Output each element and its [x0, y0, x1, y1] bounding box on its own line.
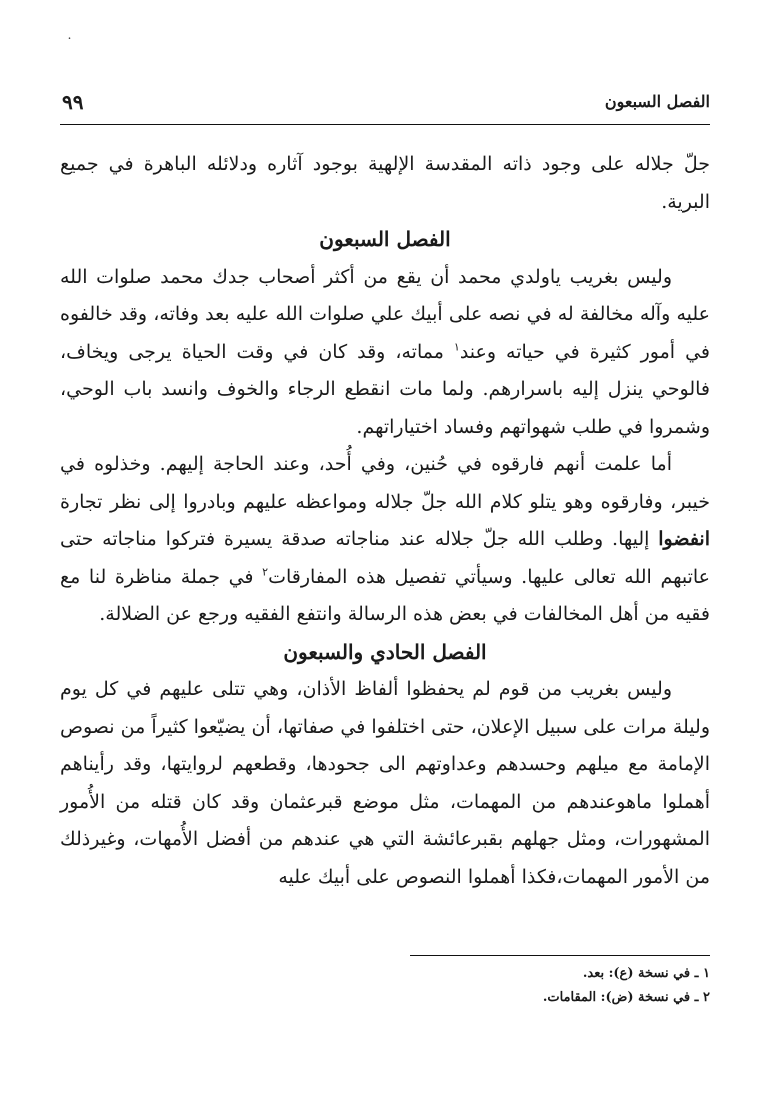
book-page: [60, 0, 710, 1093]
intro-paragraph: جلّ جلاله على وجود ذاته المقدسة الإلهية بوجود آثاره ودلائله الباهرة في جميع البرية.: [60, 153, 710, 213]
footnotes: [60, 962, 710, 1010]
chapter-71-heading: الفصل الحادي والسبعون: [283, 639, 487, 664]
chapter-71-paragraph-1: وليس بغريب من قوم لم يحفظوا ألفاظ الأذان، وهي تتلى عليهم في كل يوم وليلة مرات على سبيل الإعلان، حتى اختلفوا في صفاتها، أن يضيّعوا كثيراً من نصوص الإمامة مع ميلهم وحسدهم وعداوتهم الى جحودها، وقطعهم لروايتها، وقد رأيناهم أهملوا ماهوعندهم من المهمات، مثل موضع قبرعثمان وقد كان قتله من الأُمور المشهورات، ومثل جهلهم بقبرعائشة التي هي عندهم من أفضل الأُمهات، وغيرذلك من الأمور المهمات،فكذا أهملوا النصوص على أبيك عليه: [60, 678, 710, 888]
main-text: [60, 146, 710, 896]
chapter-70-paragraph-2: [60, 446, 710, 634]
footnote-2: ٢ ـ في نسخة (ض): المقامات.: [542, 990, 710, 1005]
paragraph-text: مماته، وقد كان في وقت الحياة يرجى ويخاف، فالوحي ينزل إليه باسرارهم. ولما مات انقطع الرجاء والخوف وانسد باب الوحي، وشمروا في طلب شهواتهم وفساد اختياراتهم.: [60, 340, 710, 438]
footnote-1: ١ ـ في نسخة (ع): بعد.: [582, 966, 710, 981]
paragraph-text: وليس بغريب ياولدي محمد أن يقع من أكثر أصحاب جدك محمد صلوات الله عليه وآله مخالفة له في نصه على أبيك علي صلوات الله عليه بعد وفاته، وقد خالفوه في أمور كثيرة في حياته وعند: [60, 265, 710, 363]
footnote-marker-1: ١: [453, 340, 460, 354]
page-header: [60, 90, 710, 118]
header-rule: [60, 124, 710, 125]
scan-speck: ˙: [66, 36, 73, 52]
footnote-marker-2: ٢: [262, 565, 269, 579]
chapter-70-heading: الفصل السبعون: [319, 227, 451, 251]
paragraph-text: في جملة مناظرة لنا مع فقيه من أهل المخالفات في بعض هذه الرسالة وانتفع الفقيه ورجع عن الضلالة.: [60, 565, 710, 625]
paragraph-text: إليها. وطلب الله جلّ جلاله عند مناجاته صدقة يسيرة فتركوا مناجاته حتى عاتبهم الله تعالى عليها. وسيأتي تفصيل هذه المفارقات: [60, 528, 710, 588]
running-title: الفصل السبعون: [604, 92, 710, 111]
paragraph-text: أما علمت أنهم فارقوه في حُنين، وفي أُحد، وعند الحاجة إليهم. وخذلوه في خيبر، وفارقوه وهو يتلو كلام الله جلّ جلاله ومواعظه عليهم وبادروا إلى نظر تجارة: [60, 453, 710, 513]
footnote-rule: [410, 955, 710, 956]
chapter-70-paragraph-1: [60, 259, 710, 447]
quoted-word: انفضوا: [658, 528, 710, 550]
page-number: ٩٩: [62, 90, 84, 114]
